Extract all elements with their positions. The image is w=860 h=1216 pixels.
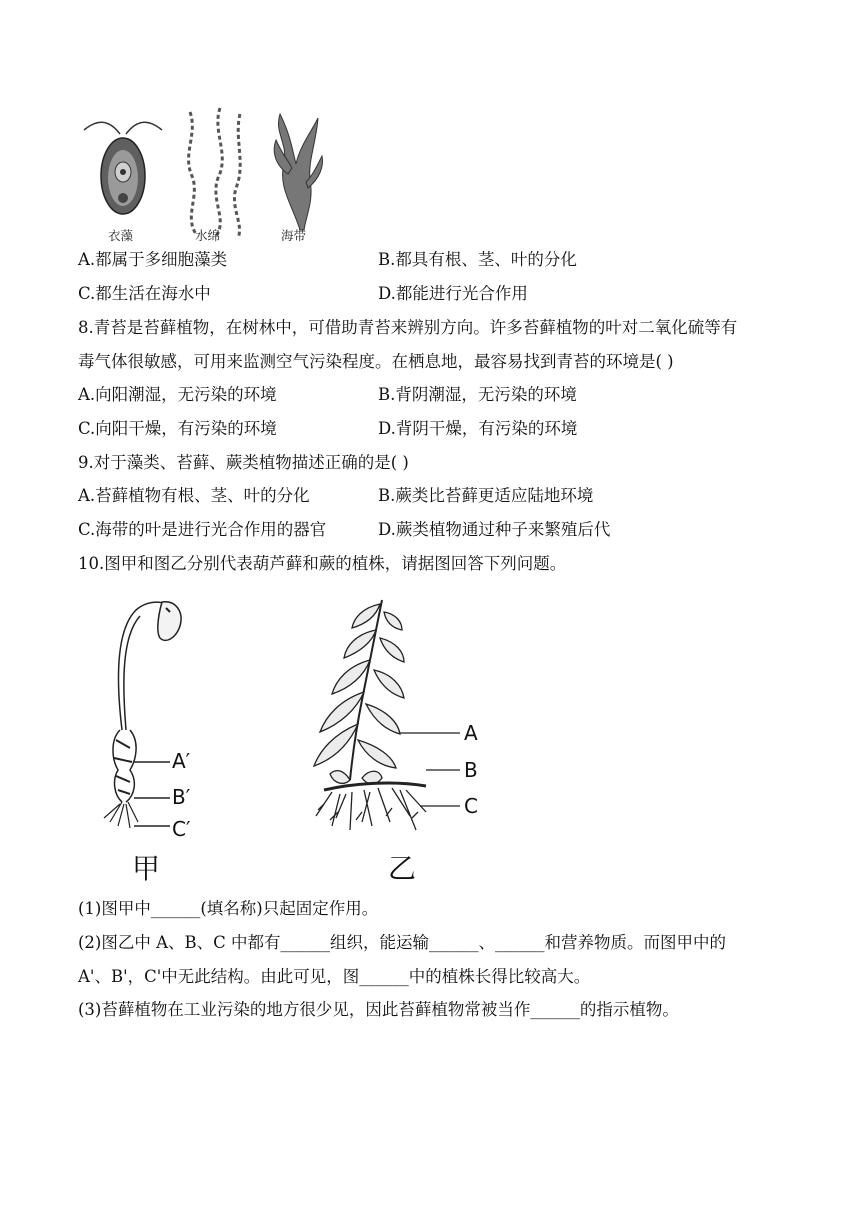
q10-sub2-line2: A'、B'，C'中无此结构。由此可见，图______中的植株长得比较高大。 [78, 967, 591, 986]
caption-chlamydomonas: 衣藻 [108, 228, 134, 243]
moss-label-c: C′ [172, 817, 191, 841]
q9-stem: 9.对于藻类、苔藓、蕨类植物描述正确的是( ) [78, 453, 409, 472]
fern-label-c: C [464, 794, 478, 818]
moss-title: 甲 [132, 852, 161, 885]
algae-figure [78, 104, 328, 244]
algae-illustration [78, 104, 328, 244]
fern-label-a: A [464, 721, 478, 745]
q10-sub1: (1)图甲中______(填名称)只起固定作用。 [78, 899, 379, 918]
q9-option-d: D.蕨类植物通过种子来繁殖后代 [378, 520, 611, 539]
q8-option-c: C.向阳干燥，有污染的环境 [78, 419, 277, 438]
spirogyra-drawing [189, 108, 241, 238]
q8-stem-line2: 毒气体很敏感，可用来监测空气污染程度。在栖息地，最容易找到青苔的环境是( ) [78, 352, 674, 371]
caption-kelp: 海带 [281, 228, 307, 243]
q9-option-a: A.苔藓植物有根、茎、叶的分化 [78, 486, 310, 505]
moss-label-a: A′ [172, 749, 191, 773]
q9-option-b: B.蕨类比苔藓更适应陆地环境 [378, 486, 594, 505]
q8-option-a: A.向阳潮湿，无污染的环境 [78, 385, 277, 404]
q8-option-b: B.背阴潮湿，无污染的环境 [378, 385, 577, 404]
q7-option-c: C.都生活在海水中 [78, 284, 211, 303]
q7-option-a: A.都属于多细胞藻类 [78, 250, 228, 269]
q7-option-d: D.都能进行光合作用 [378, 284, 528, 303]
fern-title: 乙 [388, 852, 417, 885]
q9-option-c: C.海带的叶是进行光合作用的器官 [78, 520, 327, 539]
kelp-drawing [274, 114, 322, 230]
moss-fern-illustration [100, 590, 500, 890]
q10-sub2-line1: (2)图乙中 A、B、C 中都有______组织，能运输______、______和营养物质。而图甲中的 [78, 933, 727, 952]
q8-option-d: D.背阴干燥，有污染的环境 [378, 419, 578, 438]
moss-fern-figure [100, 590, 500, 890]
moss-drawing [104, 602, 181, 828]
moss-label-b: B′ [172, 785, 191, 809]
q10-stem: 10.图甲和图乙分别代表葫芦藓和蕨的植株，请据图回答下列问题。 [78, 554, 567, 573]
chlamydomonas-drawing [84, 122, 162, 214]
fern-label-b: B [464, 758, 478, 782]
fern-drawing [314, 600, 404, 784]
q10-sub3: (3)苔藓植物在工业污染的地方很少见，因此苔藓植物常被当作______的指示植物。 [78, 1000, 679, 1019]
q7-option-b: B.都具有根、茎、叶的分化 [378, 250, 577, 269]
q8-stem-line1: 8.青苔是苔藓植物，在树林中，可借助青苔来辨别方向。许多苔藓植物的叶对二氧化硫等有 [78, 318, 738, 337]
caption-spirogyra: 水绵 [195, 228, 221, 243]
